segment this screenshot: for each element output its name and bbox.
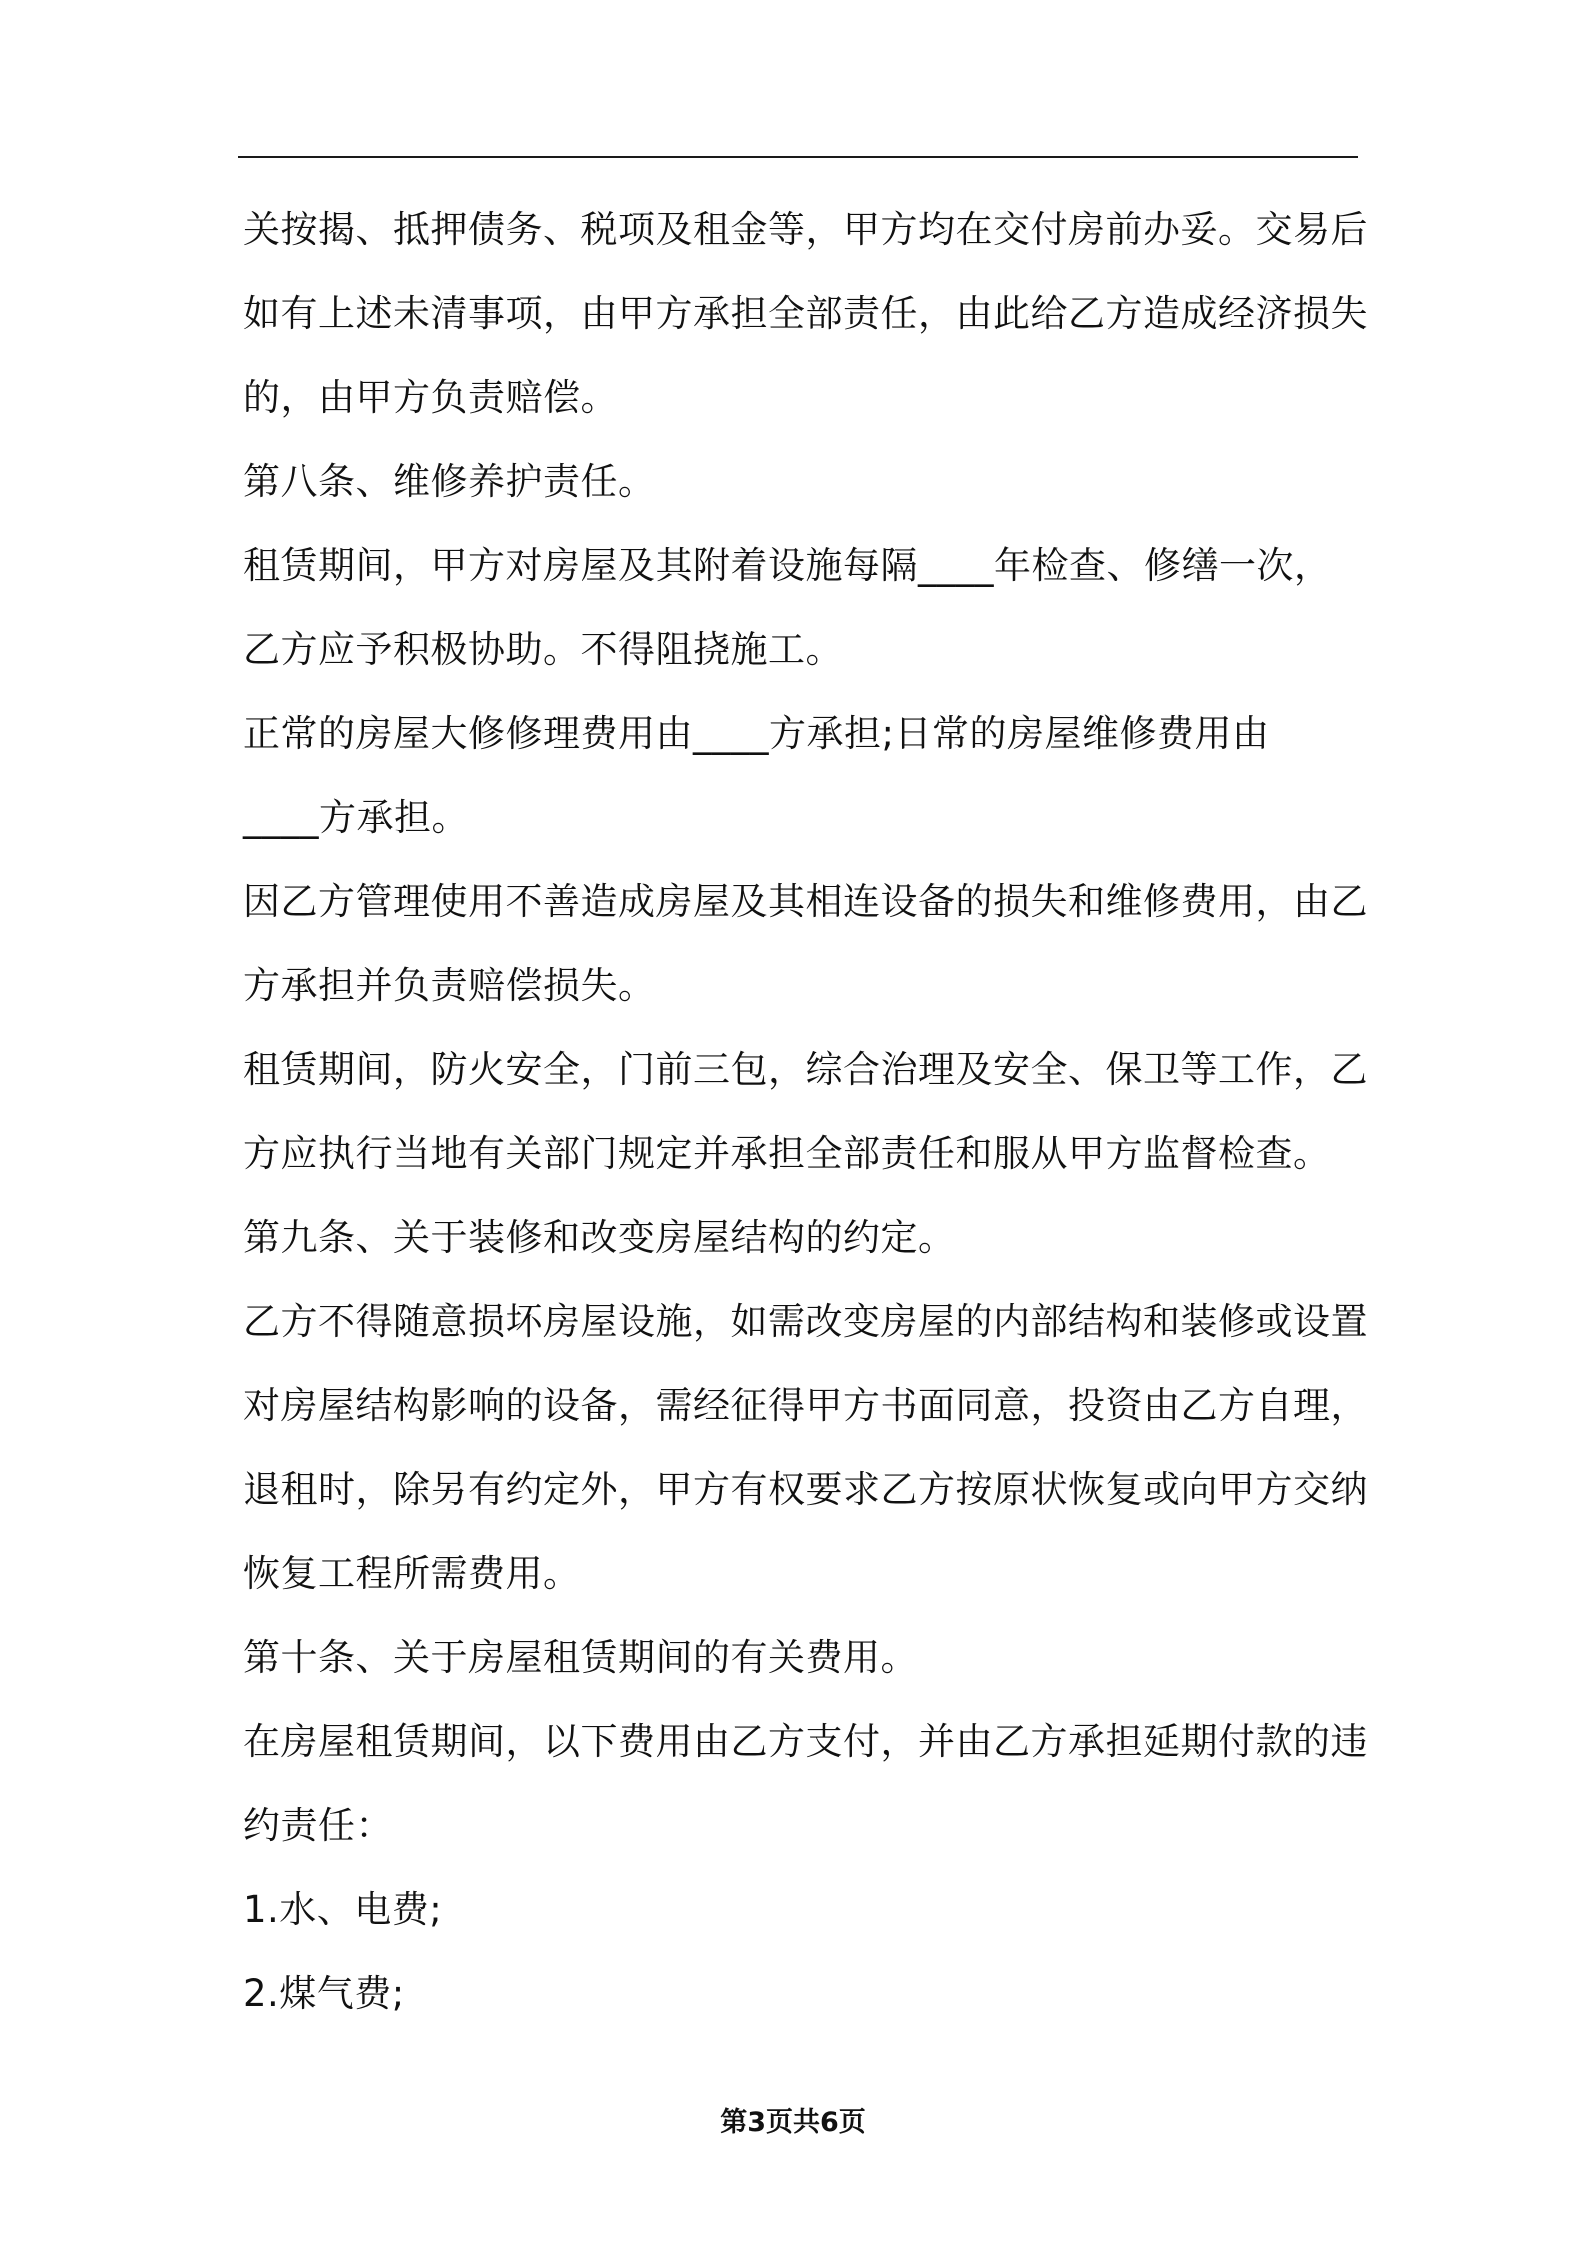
body-line: 恢复工程所需费用。 (243, 1552, 581, 1595)
body-line: 在房屋租赁期间，以下费用由乙方支付，并由乙方承担延期付款的违 (243, 1720, 1368, 1763)
body-line: 如有上述未清事项，由甲方承担全部责任，由此给乙方造成经济损失 (243, 292, 1368, 335)
header-rule (238, 156, 1358, 158)
body-line: 退租时，除另有约定外，甲方有权要求乙方按原状恢复或向甲方交纳 (243, 1468, 1368, 1511)
body-line: 方承担并负责赔偿损失。 (243, 964, 656, 1007)
section-heading-8: 第八条、维修养护责任。 (243, 460, 656, 503)
list-item: 2.煤气费; (243, 1972, 405, 2015)
page-number: 第3页共6页 (720, 2107, 866, 2138)
section-heading-10: 第十条、关于房屋租赁期间的有关费用。 (243, 1636, 918, 1679)
body-line: 乙方应予积极协助。不得阻挠施工。 (243, 628, 843, 671)
body-line: 约责任： (243, 1804, 393, 1847)
body-line: 关按揭、抵押债务、税项及租金等，甲方均在交付房前办妥。交易后 (243, 208, 1368, 251)
list-item: 1.水、电费; (243, 1888, 443, 1931)
body-line: 租赁期间，甲方对房屋及其附着设施每隔____年检查、修缮一次， (243, 544, 1332, 587)
body-line: 对房屋结构影响的设备，需经征得甲方书面同意，投资由乙方自理， (243, 1384, 1368, 1427)
body-line: 租赁期间，防火安全，门前三包，综合治理及安全、保卫等工作，乙 (243, 1048, 1368, 1091)
body-line: 方应执行当地有关部门规定并承担全部责任和服从甲方监督检查。 (243, 1132, 1331, 1175)
body-line: 的，由甲方负责赔偿。 (243, 376, 618, 419)
body-line: 因乙方管理使用不善造成房屋及其相连设备的损失和维修费用，由乙 (243, 880, 1368, 923)
document-body (243, 198, 1368, 2046)
body-line: ____方承担。 (243, 796, 469, 839)
section-heading-9: 第九条、关于装修和改变房屋结构的约定。 (243, 1216, 956, 1259)
body-line: 正常的房屋大修修理费用由____方承担;日常的房屋维修费用由 (243, 712, 1270, 755)
body-line: 乙方不得随意损坏房屋设施，如需改变房屋的内部结构和装修或设置 (243, 1300, 1368, 1343)
